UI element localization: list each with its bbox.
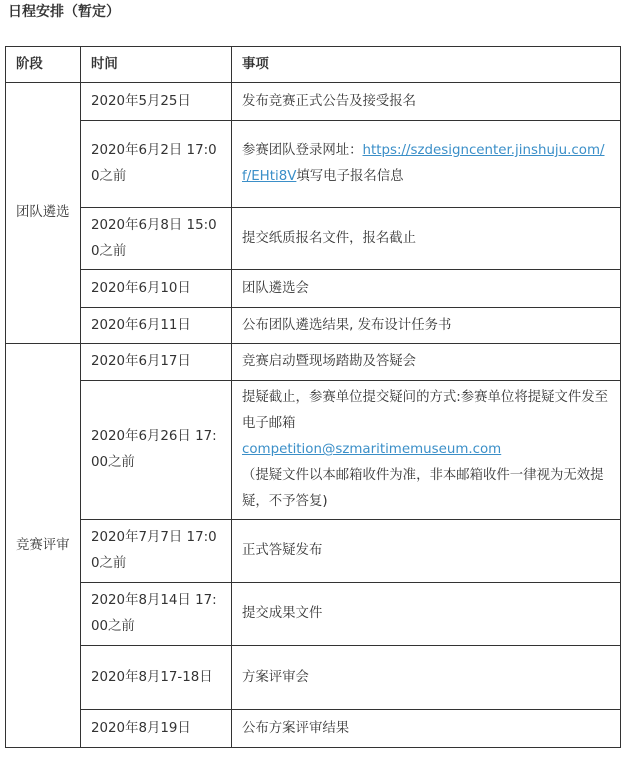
table-header-row	[6, 47, 621, 83]
item-text: 提疑截止，参赛单位提交疑问的方式:参赛单位将提疑文件发至电子邮箱	[242, 390, 609, 431]
stage-cell-team-selection: 团队遴选	[6, 83, 81, 344]
table-row	[6, 646, 621, 710]
column-header-time: 时间	[81, 47, 232, 83]
column-header-stage: 阶段	[6, 47, 81, 83]
table-row	[6, 121, 621, 208]
item-cell: 团队遴选会	[232, 270, 621, 308]
registration-link[interactable]: https://szdesigncenter.jinshuju.com/f/EHti8V	[242, 143, 605, 184]
time-cell: 2020年6月2日 17:00之前	[81, 121, 232, 208]
time-cell: 2020年8月19日	[81, 710, 232, 748]
schedule-table	[5, 46, 621, 748]
time-cell: 2020年6月8日 15:00之前	[81, 208, 232, 270]
table-row	[6, 583, 621, 646]
time-cell: 2020年6月17日	[81, 344, 232, 381]
table-row	[6, 520, 621, 583]
item-cell	[232, 381, 621, 520]
item-cell: 竞赛启动暨现场踏勘及答疑会	[232, 344, 621, 381]
time-cell: 2020年6月10日	[81, 270, 232, 308]
table-row	[6, 208, 621, 270]
item-cell: 提交纸质报名文件，报名截止	[232, 208, 621, 270]
email-link[interactable]: competition@szmaritimemuseum.com	[242, 442, 502, 457]
table-row	[6, 381, 621, 520]
stage-cell-competition-review: 竞赛评审	[6, 344, 81, 748]
item-cell: 公布团队遴选结果, 发布设计任务书	[232, 308, 621, 344]
time-cell: 2020年8月17-18日	[81, 646, 232, 710]
item-cell: 公布方案评审结果	[232, 710, 621, 748]
item-cell: 提交成果文件	[232, 583, 621, 646]
item-cell: 方案评审会	[232, 646, 621, 710]
item-text: 参赛团队登录网址：	[242, 143, 363, 158]
page-title: 日程安排（暂定）	[8, 4, 120, 20]
item-cell: 正式答疑发布	[232, 520, 621, 583]
item-cell: 发布竞赛正式公告及接受报名	[232, 83, 621, 121]
time-cell: 2020年8月14日 17:00之前	[81, 583, 232, 646]
item-cell	[232, 121, 621, 208]
column-header-item: 事项	[232, 47, 621, 83]
time-cell: 2020年5月25日	[81, 83, 232, 121]
time-cell: 2020年6月11日	[81, 308, 232, 344]
time-cell: 2020年7月7日 17:00之前	[81, 520, 232, 583]
table-row	[6, 270, 621, 308]
table-row	[6, 344, 621, 381]
table-row	[6, 83, 621, 121]
item-text: （提疑文件以本邮箱收件为准，非本邮箱收件一律视为无效提疑，不予答复)	[242, 468, 604, 509]
time-cell: 2020年6月26日 17:00之前	[81, 381, 232, 520]
item-text: 填写电子报名信息	[296, 169, 404, 184]
table-row	[6, 710, 621, 748]
table-row	[6, 308, 621, 344]
